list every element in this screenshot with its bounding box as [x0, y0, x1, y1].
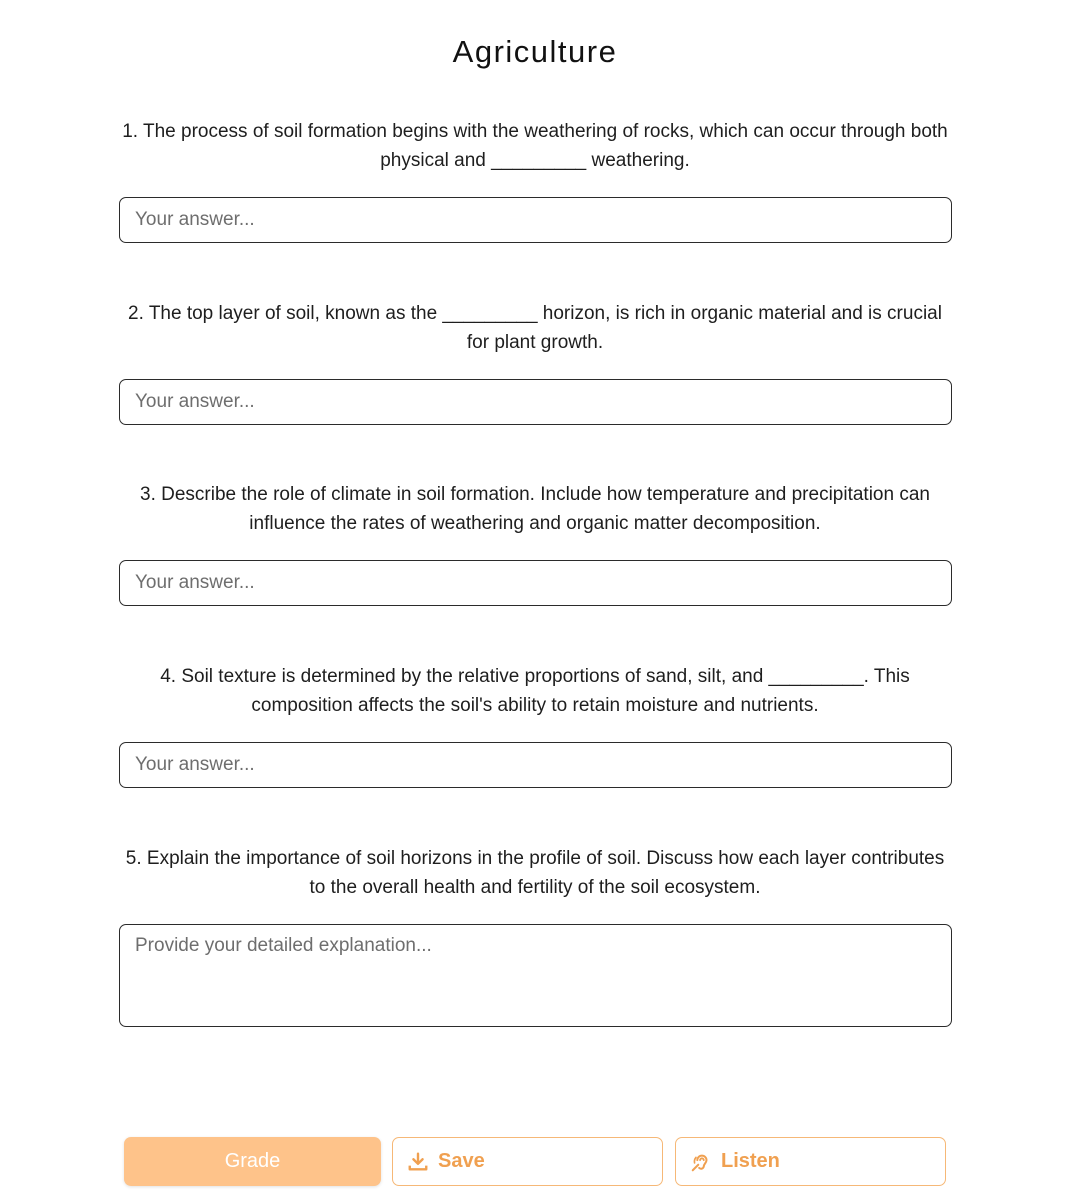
question-3	[119, 480, 951, 606]
question-5-text: 5. Explain the importance of soil horizons in the profile of soil. Discuss how each layer contributes to the overall health and fertility of the soil ecosystem.	[125, 848, 945, 898]
question-1-answer-input[interactable]	[119, 197, 952, 243]
listen-button[interactable]	[675, 1137, 946, 1186]
question-5	[119, 844, 951, 1027]
question-1	[119, 117, 951, 243]
save-button-label: Save	[438, 1150, 485, 1172]
listen-button-label: Listen	[721, 1150, 780, 1172]
hearing-icon	[690, 1151, 712, 1173]
grade-button-label: Grade	[224, 1150, 281, 1172]
question-2	[119, 299, 951, 425]
page-title: Agriculture	[452, 34, 618, 69]
action-bar	[124, 1137, 946, 1186]
question-4	[119, 662, 951, 788]
question-2-answer-input[interactable]	[119, 379, 952, 425]
download-icon	[407, 1151, 429, 1173]
save-button[interactable]	[392, 1137, 663, 1186]
question-3-answer-input[interactable]	[119, 560, 952, 606]
question-1-text: 1. The process of soil formation begins with the weathering of rocks, which can occur through both physical and _________ weathering.	[122, 121, 948, 171]
question-2-text: 2. The top layer of soil, known as the _________ horizon, is rich in organic material and is crucial for plant growth.	[128, 303, 942, 353]
question-4-answer-input[interactable]	[119, 742, 952, 788]
question-4-text: 4. Soil texture is determined by the relative proportions of sand, silt, and _________. This composition affects the soil's ability to retain moisture and nutrients.	[160, 666, 910, 716]
question-3-text: 3. Describe the role of climate in soil formation. Include how temperature and precipitation can influence the rates of weathering and organic matter decomposition.	[140, 484, 930, 534]
grade-button[interactable]	[124, 1137, 381, 1186]
question-5-answer-textarea[interactable]	[119, 924, 952, 1027]
